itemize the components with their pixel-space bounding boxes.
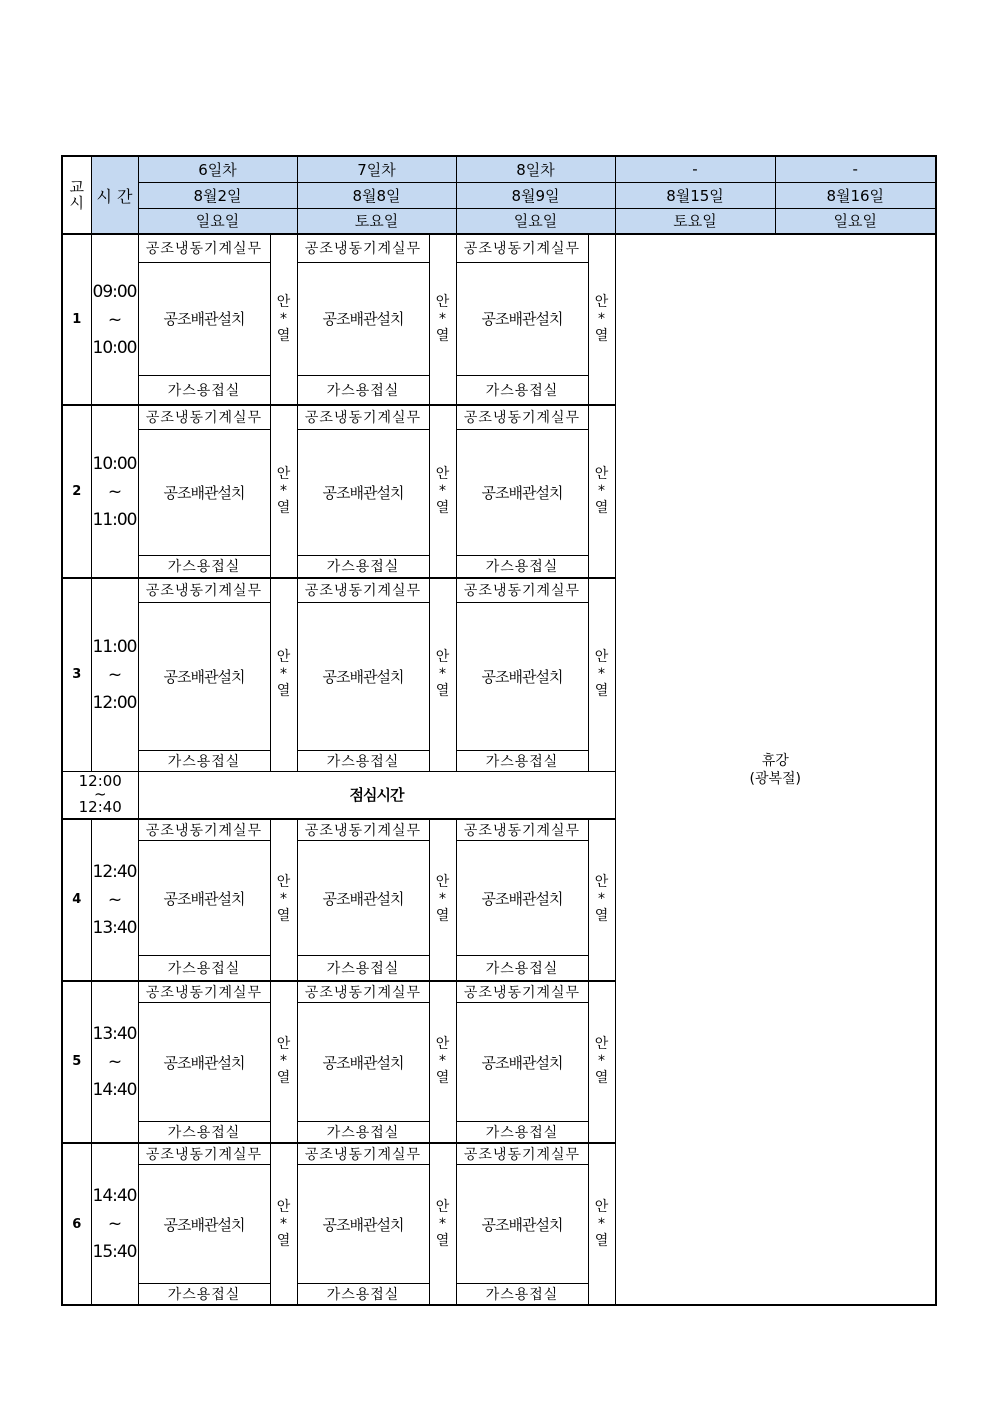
subject-top: 공조냉동기계실무 [456, 234, 588, 262]
instructor-name: 안 * 열 [270, 234, 297, 405]
subject-room: 가스용접실 [297, 1284, 429, 1306]
period-number: 3 [62, 578, 91, 771]
subject-top: 공조냉동기계실무 [456, 981, 588, 1003]
instructor-name: 안 * 열 [588, 578, 615, 771]
subject-room: 가스용접실 [456, 1122, 588, 1144]
subject-top: 공조냉동기계실무 [138, 405, 270, 429]
subject-top: 공조냉동기계실무 [138, 981, 270, 1003]
header-weekday-1: 일요일 [138, 208, 297, 234]
period-time: 11:00 ~ 12:00 [91, 578, 138, 771]
period-number: 4 [62, 819, 91, 981]
instructor-name: 안 * 열 [588, 981, 615, 1144]
subject-room: 가스용접실 [297, 750, 429, 771]
subject-room: 가스용접실 [138, 956, 270, 981]
instructor-name: 안 * 열 [429, 405, 456, 578]
subject-main: 공조배관설치 [138, 1165, 270, 1284]
period-number: 1 [62, 234, 91, 405]
header-day-3: 8일차 [456, 156, 615, 182]
subject-top: 공조냉동기계실무 [138, 819, 270, 841]
instructor-name: 안 * 열 [588, 1143, 615, 1305]
header-date-1: 8월2일 [138, 182, 297, 208]
instructor-name: 안 * 열 [588, 819, 615, 981]
subject-main: 공조배관설치 [297, 602, 429, 750]
period-1-row-top [62, 234, 936, 262]
period-time: 12:40 ~ 13:40 [91, 819, 138, 981]
period-number: 6 [62, 1143, 91, 1305]
subject-top: 공조냉동기계실무 [138, 234, 270, 262]
header-row-weekday [62, 208, 936, 234]
subject-room: 가스용접실 [297, 956, 429, 981]
subject-main: 공조배관설치 [138, 841, 270, 956]
header-day-4: - [615, 156, 775, 182]
subject-top: 공조냉동기계실무 [138, 578, 270, 602]
header-date-3: 8월9일 [456, 182, 615, 208]
instructor-name: 안 * 열 [588, 234, 615, 405]
instructor-name: 안 * 열 [429, 819, 456, 981]
subject-room: 가스용접실 [456, 1284, 588, 1306]
instructor-name: 안 * 열 [270, 578, 297, 771]
instructor-name: 안 * 열 [270, 981, 297, 1144]
header-weekday-3: 일요일 [456, 208, 615, 234]
subject-main: 공조배관설치 [297, 429, 429, 555]
period-number: 2 [62, 405, 91, 578]
subject-main: 공조배관설치 [456, 262, 588, 375]
instructor-name: 안 * 열 [429, 1143, 456, 1305]
subject-top: 공조냉동기계실무 [297, 234, 429, 262]
header-row-day [62, 156, 936, 182]
subject-room: 가스용접실 [138, 1284, 270, 1306]
lunch-label: 점심시간 [138, 771, 615, 819]
subject-room: 가스용접실 [456, 750, 588, 771]
subject-room: 가스용접실 [138, 375, 270, 405]
subject-room: 가스용접실 [297, 375, 429, 405]
gyosi-header: 교 시 [62, 156, 91, 234]
subject-main: 공조배관설치 [456, 1165, 588, 1284]
subject-top: 공조냉동기계실무 [297, 981, 429, 1003]
subject-main: 공조배관설치 [456, 1003, 588, 1122]
subject-room: 가스용접실 [138, 1122, 270, 1144]
header-day-2: 7일차 [297, 156, 456, 182]
subject-main: 공조배관설치 [297, 1003, 429, 1122]
subject-room: 가스용접실 [297, 1122, 429, 1144]
subject-room: 가스용접실 [138, 555, 270, 578]
subject-main: 공조배관설치 [138, 1003, 270, 1122]
subject-top: 공조냉동기계실무 [138, 1143, 270, 1165]
period-time: 13:40 ~ 14:40 [91, 981, 138, 1144]
instructor-name: 안 * 열 [270, 1143, 297, 1305]
subject-top: 공조냉동기계실무 [297, 1143, 429, 1165]
time-header: 시 간 [91, 156, 138, 234]
subject-main: 공조배관설치 [138, 429, 270, 555]
subject-top: 공조냉동기계실무 [456, 578, 588, 602]
instructor-name: 안 * 열 [429, 981, 456, 1144]
subject-top: 공조냉동기계실무 [297, 578, 429, 602]
period-time: 10:00 ~ 11:00 [91, 405, 138, 578]
header-day-5: - [775, 156, 936, 182]
subject-top: 공조냉동기계실무 [297, 405, 429, 429]
header-day-1: 6일차 [138, 156, 297, 182]
subject-top: 공조냉동기계실무 [456, 819, 588, 841]
subject-main: 공조배관설치 [297, 841, 429, 956]
subject-main: 공조배관설치 [138, 262, 270, 375]
subject-main: 공조배관설치 [297, 262, 429, 375]
header-date-2: 8월8일 [297, 182, 456, 208]
subject-main: 공조배관설치 [456, 602, 588, 750]
subject-room: 가스용접실 [297, 555, 429, 578]
subject-main: 공조배관설치 [456, 429, 588, 555]
subject-main: 공조배관설치 [456, 841, 588, 956]
subject-room: 가스용접실 [456, 375, 588, 405]
period-time: 14:40 ~ 15:40 [91, 1143, 138, 1305]
subject-room: 가스용접실 [456, 956, 588, 981]
instructor-name: 안 * 열 [588, 405, 615, 578]
header-date-4: 8월15일 [615, 182, 775, 208]
header-weekday-4: 토요일 [615, 208, 775, 234]
instructor-name: 안 * 열 [429, 578, 456, 771]
lunch-time: 12:00 ~ 12:40 [62, 771, 138, 819]
vacation-notice: 휴강 (광복절) [615, 234, 936, 1305]
subject-top: 공조냉동기계실무 [456, 405, 588, 429]
subject-main: 공조배관설치 [138, 602, 270, 750]
header-weekday-5: 일요일 [775, 208, 936, 234]
header-row-date [62, 182, 936, 208]
instructor-name: 안 * 열 [429, 234, 456, 405]
period-time: 09:00 ~ 10:00 [91, 234, 138, 405]
subject-top: 공조냉동기계실무 [456, 1143, 588, 1165]
period-number: 5 [62, 981, 91, 1144]
subject-main: 공조배관설치 [297, 1165, 429, 1284]
subject-room: 가스용접실 [456, 555, 588, 578]
subject-room: 가스용접실 [138, 750, 270, 771]
instructor-name: 안 * 열 [270, 819, 297, 981]
subject-top: 공조냉동기계실무 [297, 819, 429, 841]
header-date-5: 8월16일 [775, 182, 936, 208]
instructor-name: 안 * 열 [270, 405, 297, 578]
schedule-table [61, 155, 937, 1306]
header-weekday-2: 토요일 [297, 208, 456, 234]
